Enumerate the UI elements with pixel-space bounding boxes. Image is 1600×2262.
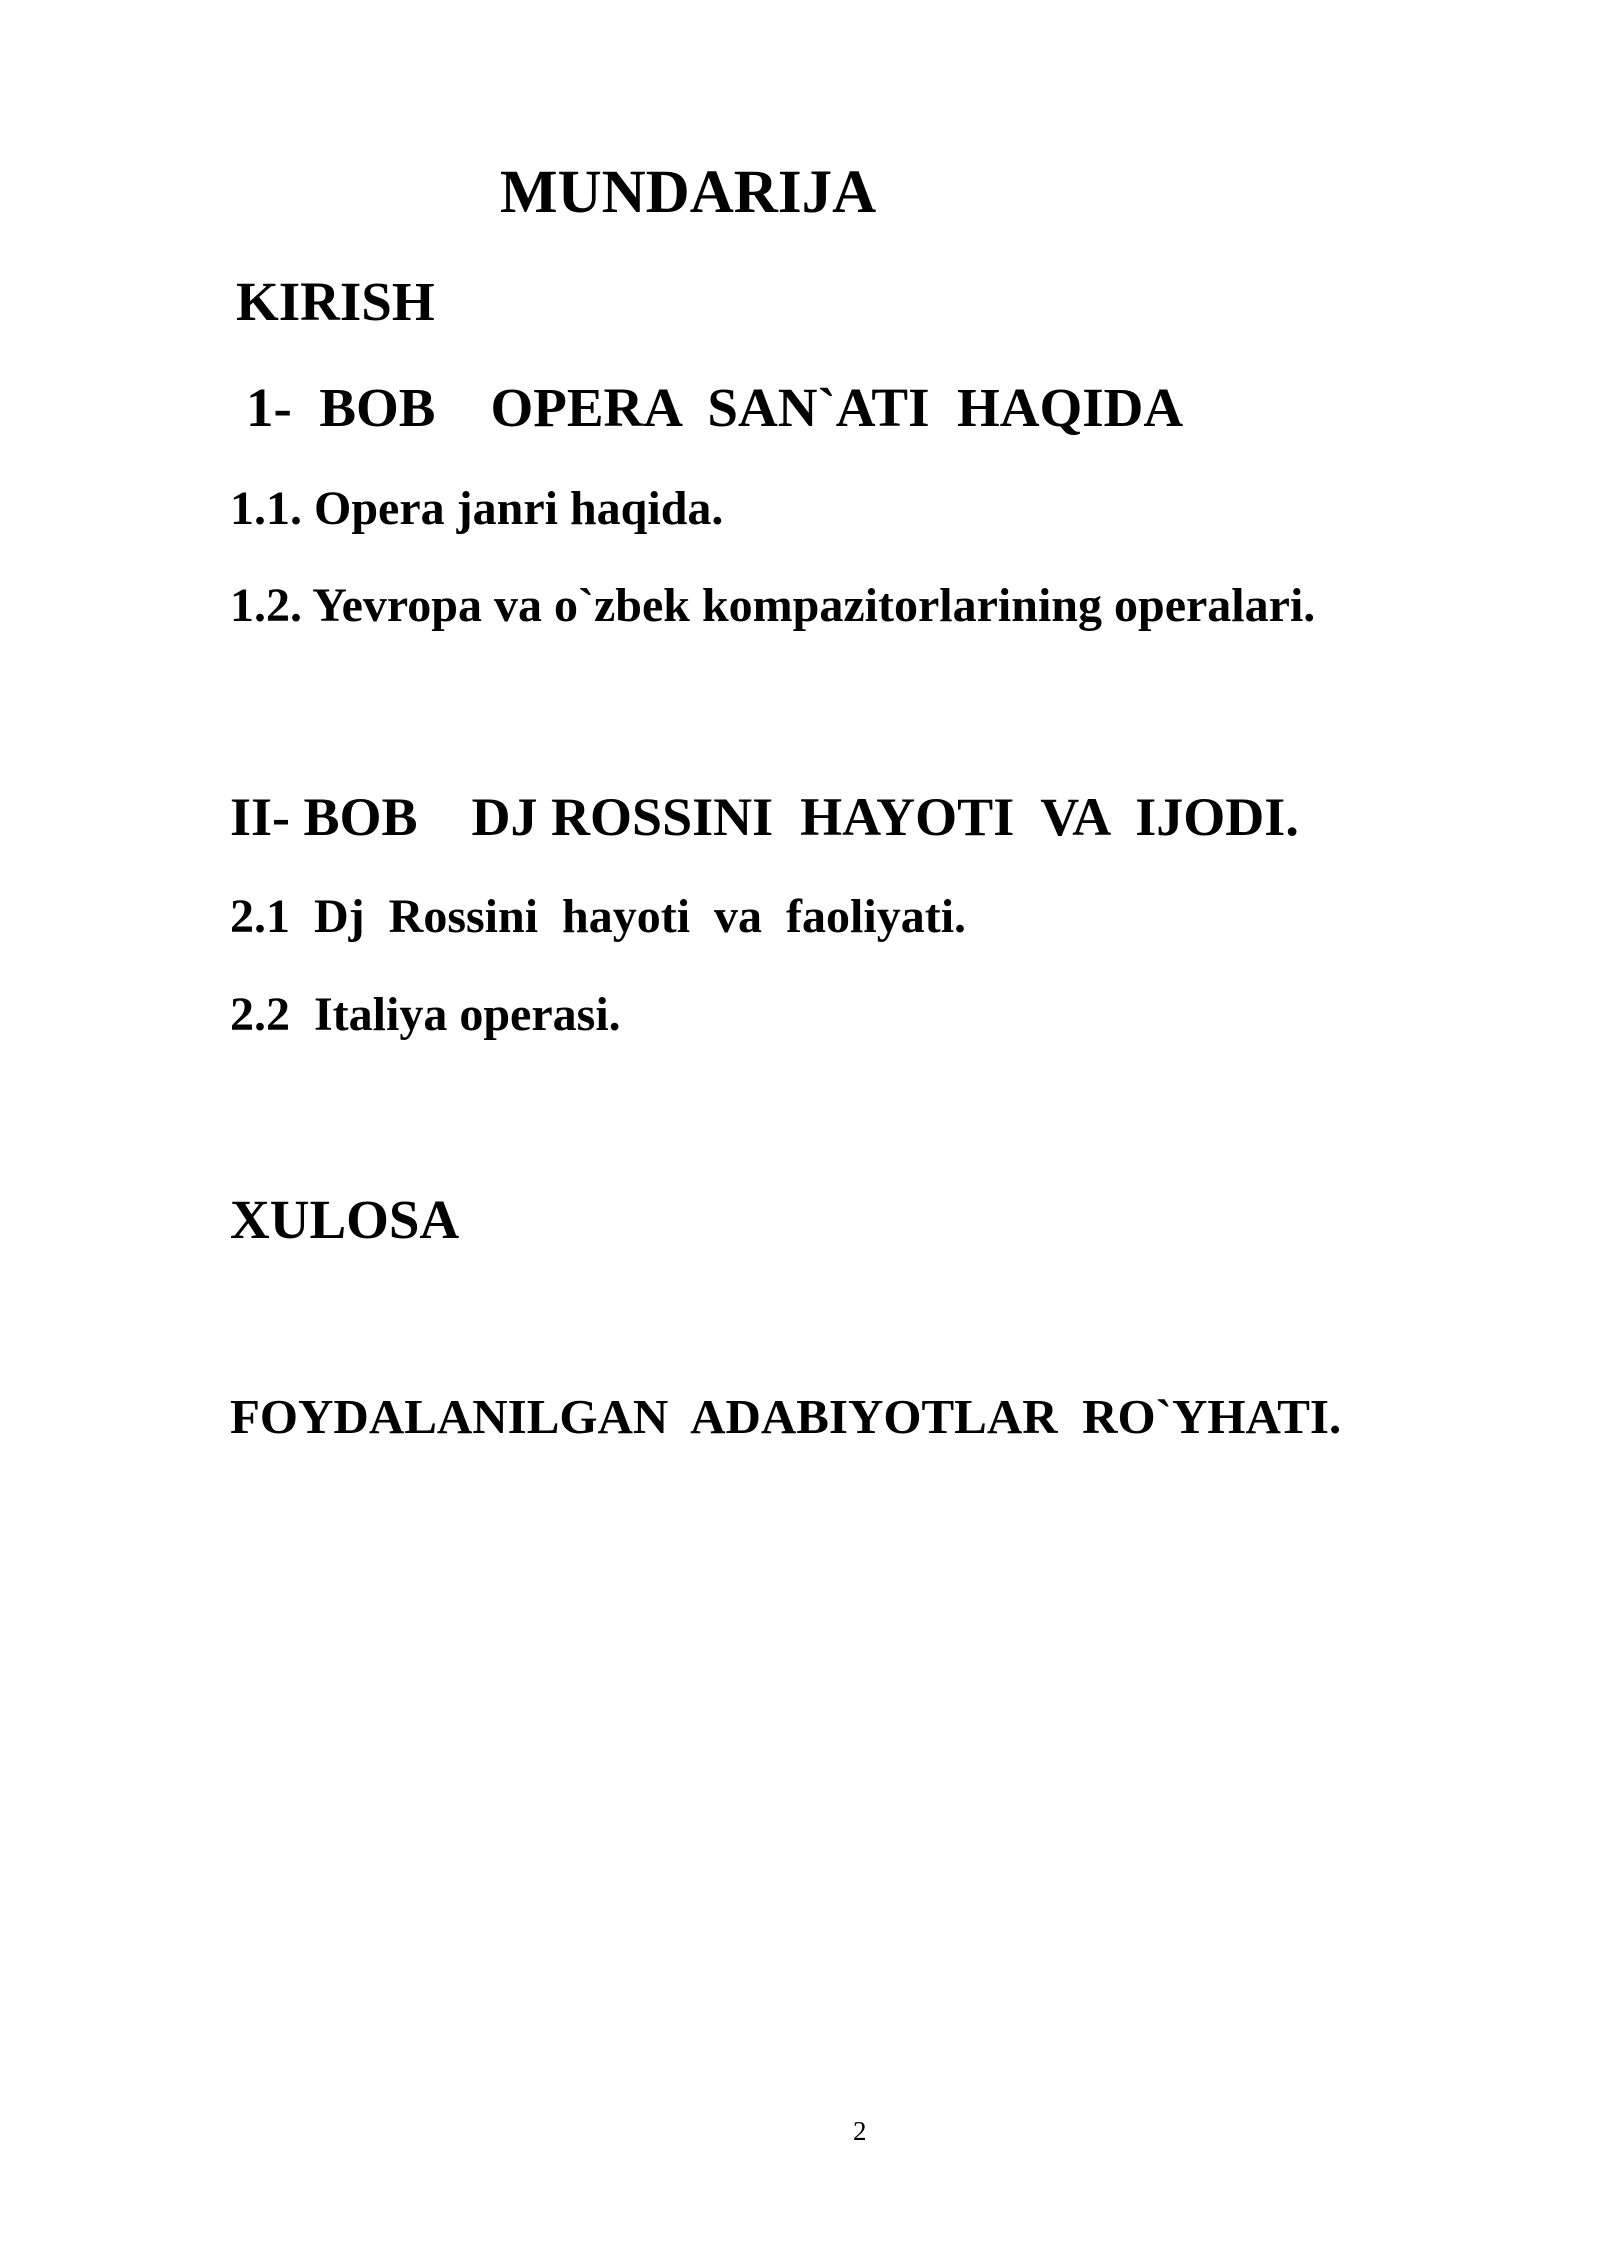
- toc-section-1-1: 1.1. Opera janri haqida.: [230, 482, 724, 535]
- toc-section-1-2: 1.2. Yevropa va o`zbek kompazitorlarining operalari.: [230, 579, 1316, 632]
- page-title: MUNDARIJA: [500, 159, 877, 226]
- toc-section-2-2: 2.2 Italiya operasi.: [230, 988, 621, 1041]
- toc-section-2-1: 2.1 Dj Rossini hayoti va faoliyati.: [230, 890, 967, 943]
- page-number: 2: [853, 2116, 867, 2146]
- toc-chapter-1: 1- BOB OPERA SAN`ATI HAQIDA: [246, 377, 1184, 438]
- toc-entry-kirish: KIRISH: [236, 271, 435, 332]
- toc-entry-bibliography: FOYDALANILGAN ADABIYOTLAR RO`YHATI.: [230, 1389, 1342, 1444]
- toc-chapter-2: II- BOB DJ ROSSINI HAYOTI VA IJODI.: [230, 787, 1299, 847]
- toc-entry-xulosa: XULOSA: [230, 1189, 460, 1250]
